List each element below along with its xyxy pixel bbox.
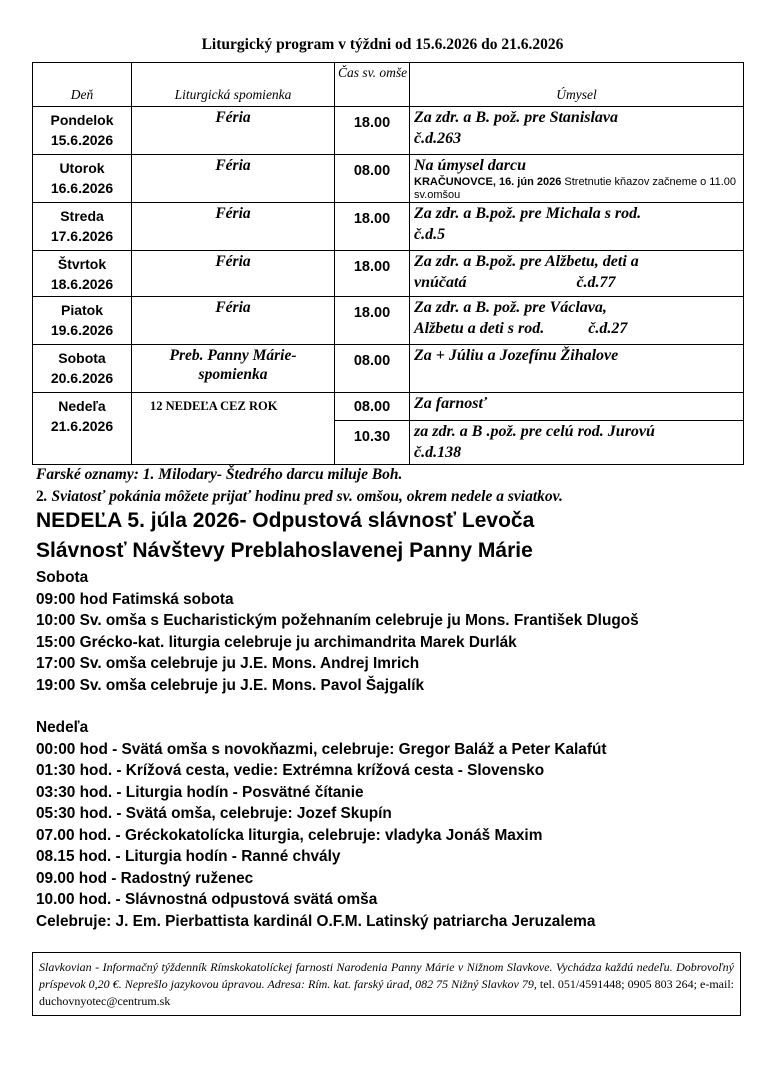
table-row	[33, 155, 744, 203]
liturgy-cell: Féria	[132, 203, 335, 251]
intention-cell: za zdr. a B .pož. pre celú rod. Jurovú č.d.138	[410, 421, 744, 465]
intention-cell: Za farnosť	[410, 393, 744, 421]
feast-heading: NEDEĽA 5. júla 2026- Odpustová slávnosť Levoča	[36, 509, 535, 532]
section-label: Nedeľa	[36, 719, 89, 736]
header-liturgy: Liturgická spomienka	[132, 63, 335, 107]
time-cell: 08.00	[335, 155, 410, 203]
list-item: 08.15 hod. - Liturgia hodín - Ranné chvály	[36, 848, 341, 865]
liturgy-cell: Féria	[132, 251, 335, 297]
list-item: 03:30 hod. - Liturgia hodín - Posvätné čítanie	[36, 783, 364, 801]
parish-announcements	[36, 464, 563, 508]
liturgy-cell: Féria	[132, 107, 335, 155]
announcement-line: 2. Sviatosť pokánia môžete prijať hodinu pred sv. omšou, okrem nedele a sviatkov.	[36, 488, 563, 505]
header-day: Deň	[33, 63, 132, 107]
list-item: 01:30 hod. - Krížová cesta, vedie: Extrémna krížová cesta - Slovensko	[36, 762, 545, 779]
list-item: 00:00 hod - Svätá omša s novokňazmi, celebruje: Gregor Baláž a Peter Kalafút	[36, 740, 607, 758]
time-cell: 08.00	[335, 393, 410, 421]
table-row	[33, 297, 744, 345]
intention-cell: Za zdr. a B.pož. pre Alžbetu, deti a vnúčatá č.d.77	[410, 251, 744, 297]
page-title: Liturgický program v týždni od 15.6.2026 do 21.6.2026	[201, 36, 564, 53]
table-header-row	[33, 63, 744, 107]
time-cell: 18.00	[335, 251, 410, 297]
time-cell: 18.00	[335, 203, 410, 251]
day-cell: Sobota 20.6.2026	[33, 345, 132, 393]
day-cell: Utorok 16.6.2026	[33, 155, 132, 203]
day-cell: Štvrtok 18.6.2026	[33, 251, 132, 297]
announcement-note: KRAČUNOVCE, 16. jún 2026 Stretnutie kňazov začneme o 11.00 sv.omšou	[414, 176, 737, 201]
time-cell: 10.30	[335, 421, 410, 465]
time-cell: 18.00	[335, 297, 410, 345]
list-item: 15:00 Grécko-kat. liturgia celebruje ju archimandrita Marek Durlák	[36, 633, 517, 651]
footer-contact-info: tel. 051/4591448; 0905 803 264; e-mail: duchovnyotec@centrum.sk	[39, 977, 734, 1008]
liturgy-cell: Féria	[132, 297, 335, 345]
list-item: 07.00 hod. - Gréckokatolícka liturgia, celebruje: vladyka Jonáš Maxim	[36, 826, 543, 844]
day-cell: Piatok 19.6.2026	[33, 297, 132, 345]
liturgy-cell: Féria	[132, 155, 335, 203]
intention-cell: Za zdr. a B. pož. pre Václava, Alžbetu a deti s rod. č.d.27	[410, 297, 744, 345]
day-cell: Pondelok 15.6.2026	[33, 107, 132, 155]
table-row	[33, 107, 744, 155]
liturgical-schedule-table	[32, 62, 744, 465]
time-cell: 18.00	[335, 107, 410, 155]
newsletter-footer	[32, 952, 741, 1016]
saturday-program	[36, 567, 639, 696]
table-row	[33, 251, 744, 297]
footer-publication-info: Slavkovian - Informačný týždenník Rímskokatolíckej farnosti Narodenia Panny Márie v Nižnom Slavkove. Vychádza každú nedeľu. Dobrovoľný príspevok 0,20 €. Neprešlo jazykovou úpravou. Adresa: Rím. kat. farský úrad, 082 75 Nižný Slavkov 79,	[39, 960, 734, 991]
intention-cell: Na úmysel darcu KRAČUNOVCE, 16. jún 2026 Stretnutie kňazov začneme o 11.00 sv.omšou	[410, 155, 744, 203]
list-item: 10:00 Sv. omša s Eucharistickým požehnaním celebruje ju Mons. František Dlugoš	[36, 612, 639, 629]
list-item: 19:00 Sv. omša celebruje ju J.E. Mons. Pavol Šajgalík	[36, 676, 425, 694]
list-item: 05:30 hod. - Svätá omša, celebruje: Jozef Skupín	[36, 805, 392, 822]
day-cell: Nedeľa 21.6.2026	[33, 393, 132, 465]
section-label: Sobota	[36, 569, 89, 586]
day-cell: Streda 17.6.2026	[33, 203, 132, 251]
table-row	[33, 393, 744, 421]
table-row	[33, 203, 744, 251]
sunday-program	[36, 717, 607, 932]
list-item: Celebruje: J. Em. Pierbattista kardinál O.F.M. Latinský patriarcha Jeruzalema	[36, 912, 596, 930]
intention-cell: Za + Júliu a Jozefínu Žihalove	[410, 345, 744, 393]
liturgy-cell: Preb. Panny Márie- spomienka	[132, 345, 335, 393]
announcement-line: Farské oznamy: 1. Milodary- Štedrého darcu miluje Boh.	[36, 466, 403, 483]
liturgy-cell: 12 NEDEĽA CEZ ROK	[132, 393, 335, 465]
feast-subheading: Slávnosť Návštevy Preblahoslavenej Panny Márie	[36, 539, 533, 562]
time-cell: 08.00	[335, 345, 410, 393]
intention-cell: Za zdr. a B. pož. pre Stanislava č.d.263	[410, 107, 744, 155]
list-item: 09:00 hod Fatimská sobota	[36, 590, 234, 608]
list-item: 10.00 hod. - Slávnostná odpustová svätá omša	[36, 891, 378, 908]
list-item: 09.00 hod - Radostný ruženec	[36, 869, 254, 887]
table-row	[33, 345, 744, 393]
list-item: 17:00 Sv. omša celebruje ju J.E. Mons. Andrej Imrich	[36, 655, 420, 672]
header-intention: Úmysel	[410, 63, 744, 107]
header-time: Čas sv. omše	[335, 63, 410, 107]
intention-cell: Za zdr. a B.pož. pre Michala s rod. č.d.5	[410, 203, 744, 251]
